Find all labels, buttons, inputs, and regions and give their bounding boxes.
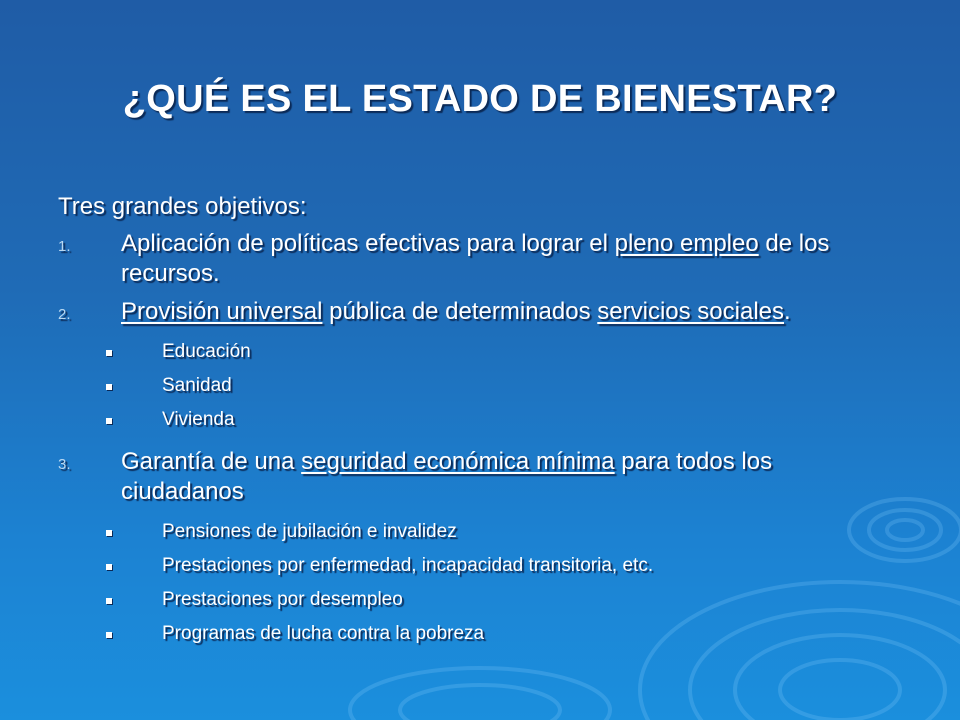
list-item-text: Pensiones de jubilación e invalidez: [162, 521, 457, 542]
objective-emphasis: servicios sociales: [597, 298, 784, 325]
list-item: [58, 549, 888, 583]
list-item: [58, 369, 888, 403]
objective-text-before: Aplicación de políticas efectivas para lograr el: [121, 230, 615, 257]
list-item: [58, 403, 888, 437]
objective-emphasis: pleno empleo: [614, 230, 759, 257]
objective-number: 2.: [58, 306, 71, 323]
square-bullet-icon: [106, 384, 112, 390]
slide-title-text: ¿QUÉ ES EL ESTADO DE BIENESTAR?: [122, 78, 838, 120]
square-bullet-icon: [106, 530, 112, 536]
intro-text: Tres grandes objetivos:: [58, 193, 307, 220]
objective-item-1: [58, 229, 888, 289]
list-item-text: Sanidad: [162, 375, 232, 396]
objective-text-before: Garantía de una: [121, 448, 302, 475]
square-bullet-icon: [106, 564, 112, 570]
list-item: [58, 583, 888, 617]
objective-text-after: de los recursos.: [121, 230, 830, 287]
square-bullet-icon: [106, 418, 112, 424]
objective-text-after: para todos los ciudadanos: [121, 448, 773, 505]
objective-number: 3.: [58, 456, 71, 473]
objective-number: 1.: [58, 238, 71, 255]
objective-emphasis: seguridad económica mínima: [301, 448, 615, 475]
square-bullet-icon: [106, 350, 112, 356]
objective-item-2: [58, 297, 888, 327]
objective-item-3: [58, 447, 888, 507]
objective-emphasis: Provisión universal: [121, 298, 323, 325]
slide-content: [58, 193, 888, 661]
sub-list-security: [58, 515, 888, 651]
square-bullet-icon: [106, 598, 112, 604]
list-item: [58, 515, 888, 549]
list-item-text: Prestaciones por enfermedad, incapacidad transitoria, etc.: [162, 555, 654, 576]
list-item-text: Prestaciones por desempleo: [162, 589, 403, 610]
list-item: [58, 335, 888, 369]
list-item-text: Vivienda: [162, 409, 235, 430]
list-item-text: Educación: [162, 341, 251, 362]
square-bullet-icon: [106, 632, 112, 638]
slide-title: [0, 78, 960, 121]
list-item: [58, 617, 888, 651]
objective-text-middle: pública de determinados: [322, 298, 598, 325]
objective-text-after: .: [784, 298, 791, 325]
sub-list-services: [58, 335, 888, 437]
list-item-text: Programas de lucha contra la pobreza: [162, 623, 485, 644]
